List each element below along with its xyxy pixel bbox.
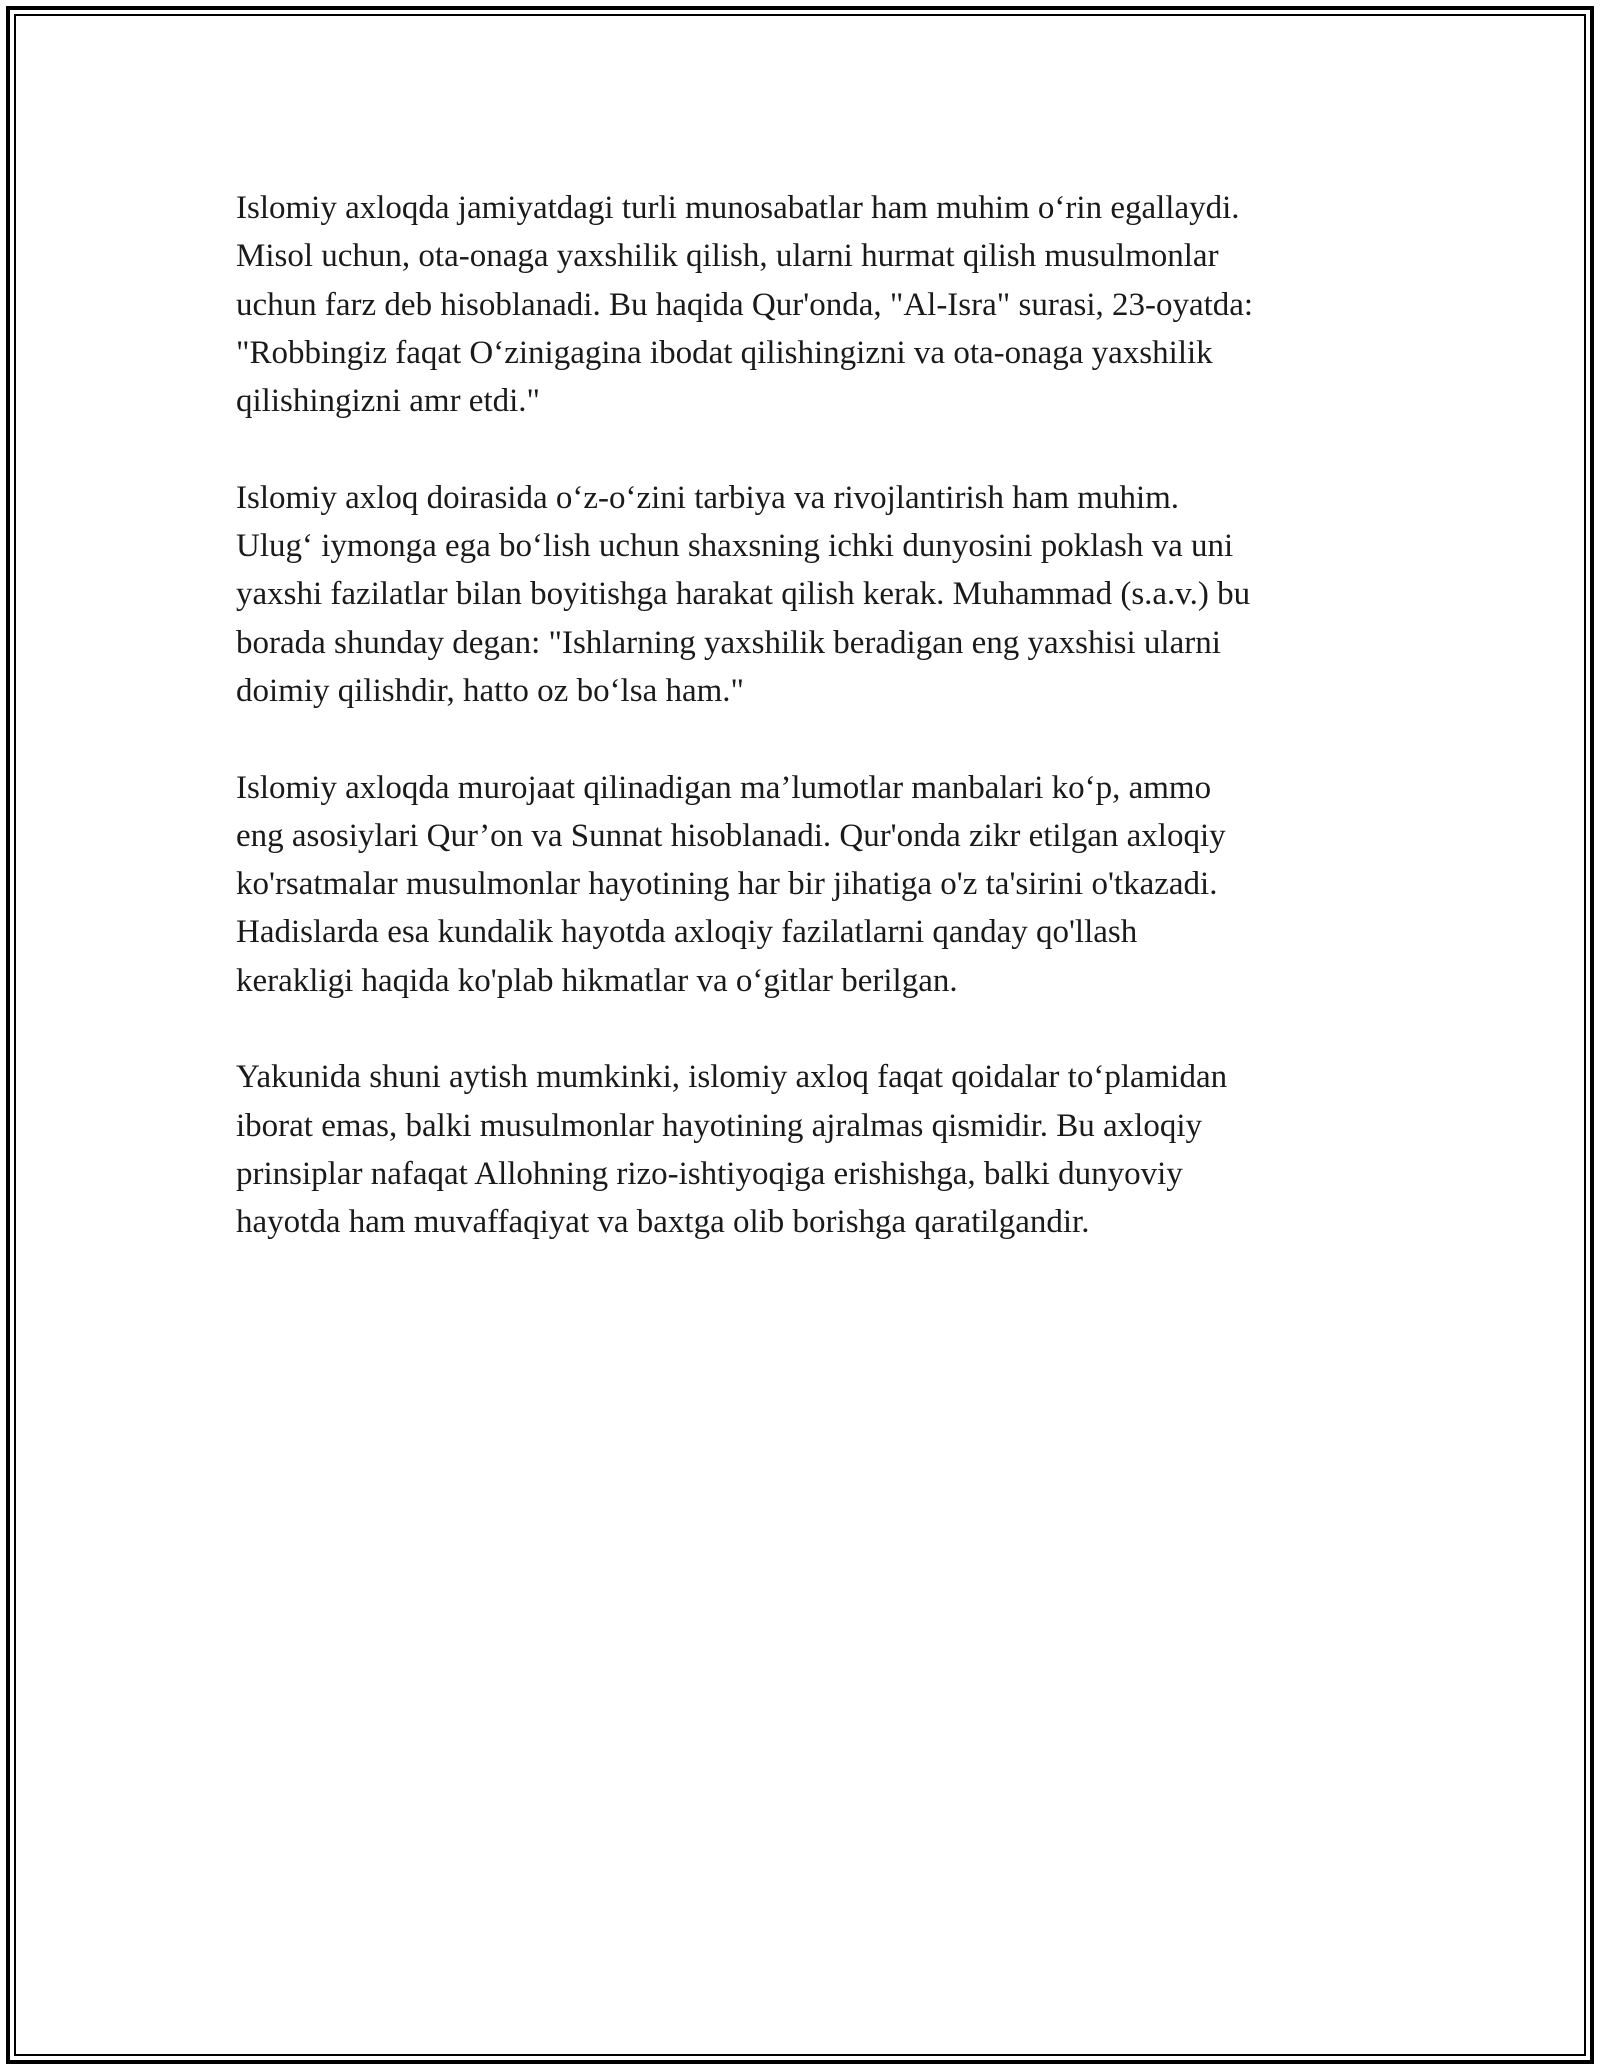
document-body: [236, 184, 1386, 1295]
paragraph-4: Yakunida shuni aytish mumkinki, islomiy axloq faqat qoidalar to‘plamidan iborat emas, balki musulmonlar hayotining ajralmas qismidir. Bu axloqiy prinsiplar nafaqat Allohning rizo-ishtiyoqiga erishishga, balki dunyoviy hayotda ham muvaffaqiyat va baxtga olib borishga qaratilgandir.: [236, 1059, 1228, 1241]
paragraph-3: Islomiy axloqda murojaat qilinadigan ma’lumotlar manbalari ko‘p, ammo eng asosiylari Qur’on va Sunnat hisoblanadi. Qur'onda zikr etilgan axloqiy ko'rsatmalar musulmonlar hayotining har bir jihatiga o'z ta'sirini o'tkazadi. Hadislarda esa kundalik hayotda axloqiy fazilatlarni qanday qo'llash kerakligi haqida ko'plab hikmatlar va o‘gitlar berilgan.: [236, 769, 1226, 999]
paragraph-1: Islomiy axloqda jamiyatdagi turli munosabatlar ham muhim o‘rin egallaydi. Misol uchun, ota-onaga yaxshilik qilish, ularni hurmat qilish musulmonlar uchun farz deb hisoblanadi. Bu haqida Qur'onda, "Al-Isra" surasi, 23-oyatda: "Robbingiz faqat O‘zinigagina ibodat qilishingizni va ota-onaga yaxshilik qilishingizni amr etdi.": [236, 190, 1254, 420]
paragraph-2: Islomiy axloq doirasida o‘z-o‘zini tarbiya va rivojlantirish ham muhim. Ulug‘ iymonga ega bo‘lish uchun shaxsning ichki dunyosini poklash va uni yaxshi fazilatlar bilan boyitishga harakat qilish kerak. Muhammad (s.a.v.) bu borada shunday degan: "Ishlarning yaxshilik beradigan eng yaxshisi ularni doimiy qilishdir, hatto oz bo‘lsa ham.": [236, 479, 1251, 709]
